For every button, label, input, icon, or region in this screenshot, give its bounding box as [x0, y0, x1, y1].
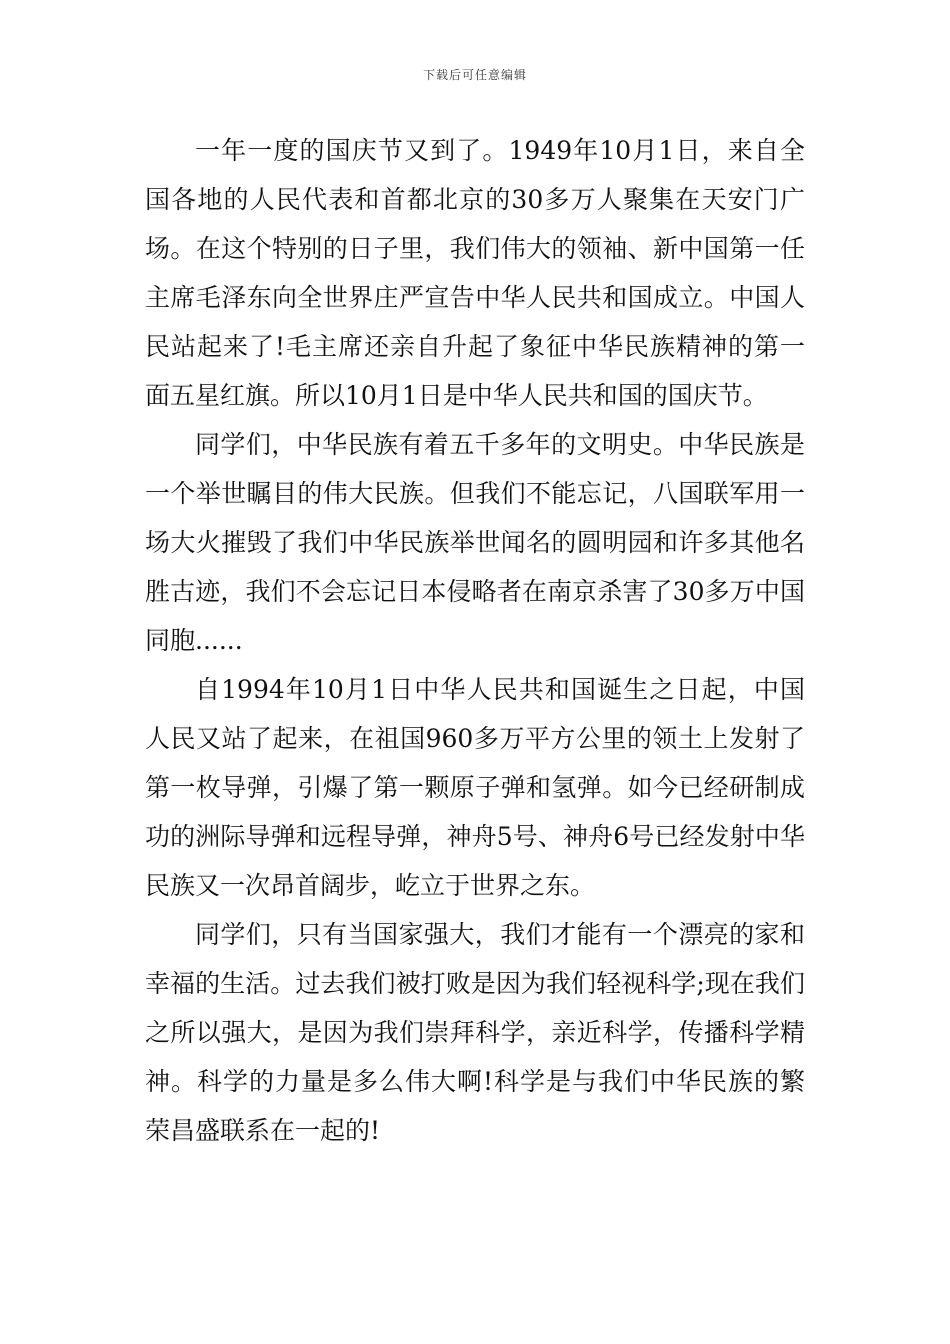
document-body	[145, 126, 805, 1155]
paragraph-achievements: 自1994年10月1日中华人民共和国诞生之日起，中国人民又站了起来，在祖国960多万平方公里的领土上发射了第一枚导弹，引爆了第一颗原子弹和氢弹。如今已经研制成功的洲际导弹和远程导弹，神舟5号、神舟6号已经发射中华民族又一次昂首阔步，屹立于世界之东。	[145, 675, 805, 900]
paragraph-history: 同学们，中华民族有着五千多年的文明史。中华民族是一个举世瞩目的伟大民族。但我们不能忘记，八国联军用一场大火摧毁了我们中华民族举世闻名的圆明园和许多其他名胜古迹，我们不会忘记日本侵略者在南京杀害了30多万中国同胞......	[145, 430, 805, 655]
paragraph-national-day: 一年一度的国庆节又到了。1949年10月1日，来自全国各地的人民代表和首都北京的30多万人聚集在天安门广场。在这个特别的日子里，我们伟大的领袖、新中国第一任主席毛泽东向全世界庄严宣告中华人民共和国成立。中国人民站起来了!毛主席还亲自升起了象征中华民族精神的第一面五星红旗。所以10月1日是中华人民共和国的国庆节。	[145, 136, 805, 410]
header-note: 下载后可任意编辑	[422, 68, 527, 82]
paragraph-science: 同学们，只有当国家强大，我们才能有一个漂亮的家和幸福的生活。过去我们被打败是因为我们轻视科学;现在我们之所以强大，是因为我们崇拜科学，亲近科学，传播科学精神。科学的力量是多么伟大啊!科学是与我们中华民族的繁荣昌盛联系在一起的!	[145, 920, 805, 1145]
